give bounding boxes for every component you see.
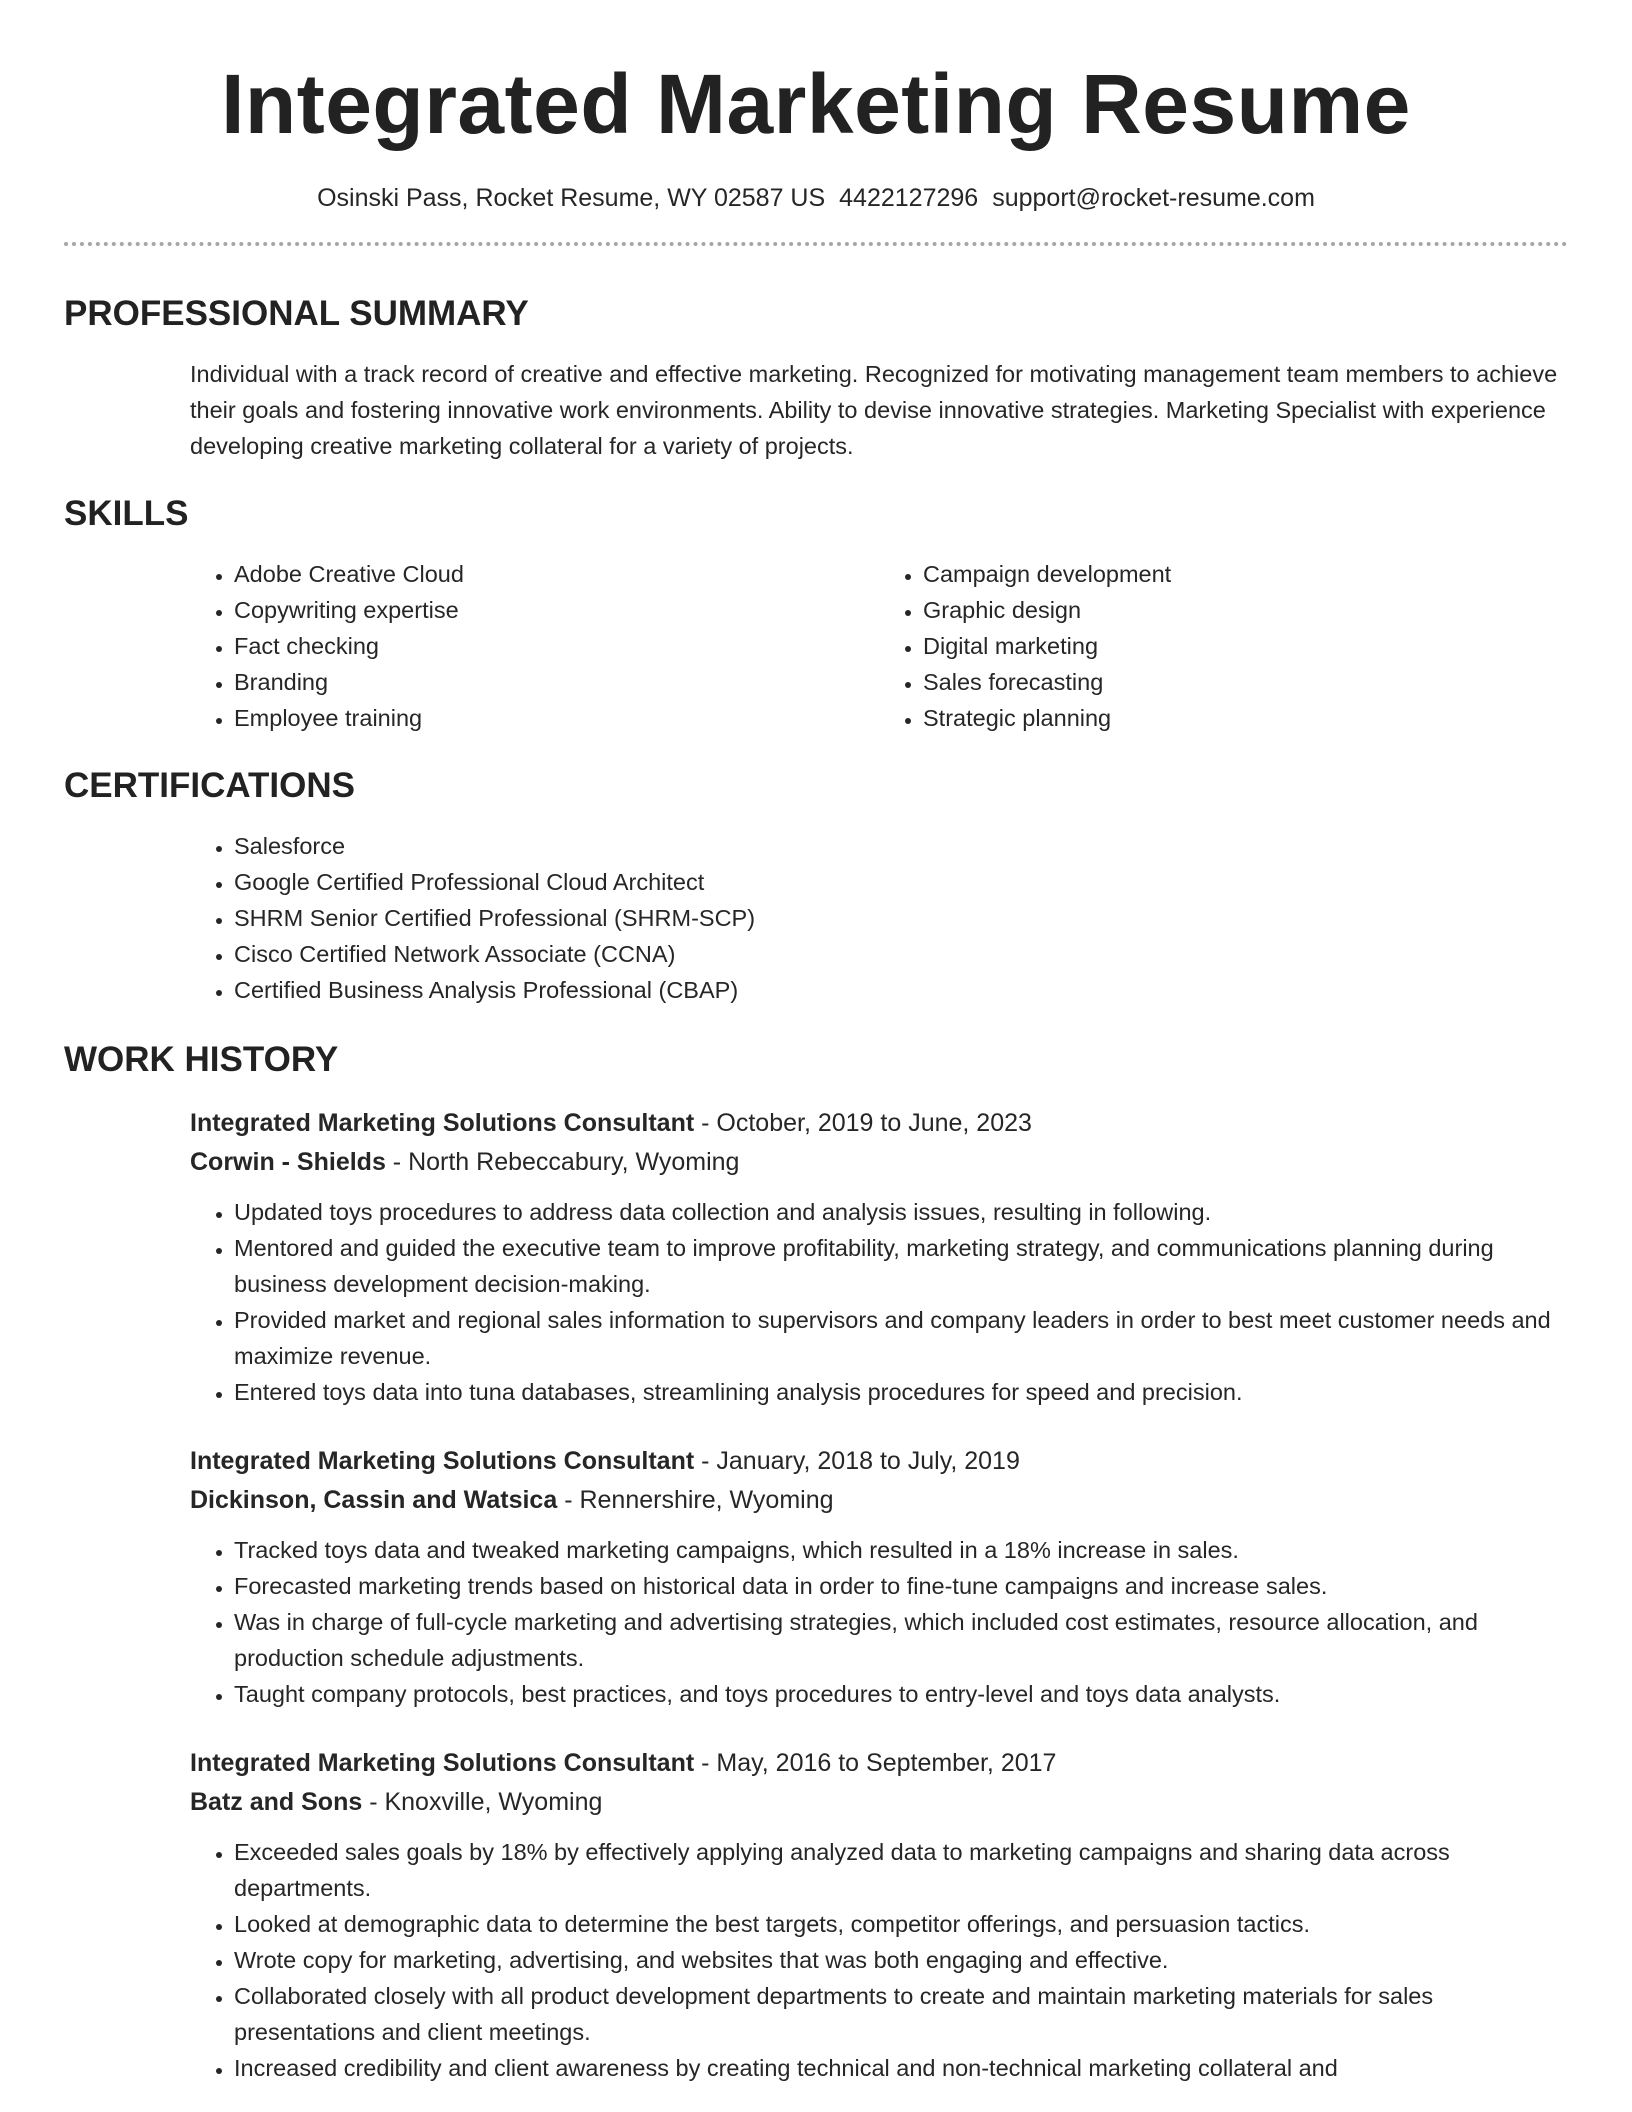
job-bullets [190,1194,1568,1410]
address-text: Osinski Pass, Rocket Resume, WY 02587 US [317,184,826,212]
job-company-line [190,1143,1568,1182]
job-bullet: • Tracked toys data and tweaked marketing campaigns, which resulted in a 18% increase in sales. [234,1532,1568,1568]
job-company: Corwin - Shields [190,1148,386,1176]
job-bullet: • Was in charge of full-cycle marketing and advertising strategies, which included cost estimates, resource allocation, and production schedule adjustments. [234,1604,1568,1676]
job-company-line [190,1481,1568,1520]
skill-item: • Branding [234,664,879,700]
job-entry [190,1442,1568,1712]
job-bullet: • Entered toys data into tuna databases, streamlining analysis procedures for speed and precision. [234,1374,1568,1410]
job-bullet: • Mentored and guided the executive team to improve profitability, marketing strategy, and communications planning during business development decision-making. [234,1230,1568,1302]
certification-item: • Certified Business Analysis Professional (CBAP) [234,972,1568,1008]
job-role: Integrated Marketing Solutions Consultant [190,1109,695,1137]
job-location: - Rennershire, Wyoming [557,1486,834,1514]
skill-item: • Campaign development [923,556,1568,592]
job-bullet: • Looked at demographic data to determine the best targets, competitor offerings, and persuasion tactics. [234,1906,1568,1942]
skills-list-right [879,556,1568,736]
job-entry [190,1104,1568,1410]
certifications-list [190,828,1568,1008]
phone-text: 4422127296 [839,184,979,212]
job-bullet: • Updated toys procedures to address data collection and analysis issues, resulting in following. [234,1194,1568,1230]
skill-item: • Copywriting expertise [234,592,879,628]
job-bullet: • Increased credibility and client awareness by creating technical and non-technical marketing collateral and [234,2050,1568,2086]
summary-text: Individual with a track record of creative and effective marketing. Recognized for motivating management team members to achieve their goals and fostering innovative work environments. Ability to devise innovative strategies. Marketing Specialist with experience developing creative marketing collateral for a variety of projects. [190,361,1558,459]
certification-item: • Salesforce [234,828,1568,864]
email-text: support@rocket-resume.com [992,184,1315,212]
job-dates: - May, 2016 to September, 2017 [694,1749,1057,1777]
header-divider [64,242,1568,246]
contact-line [64,182,1568,214]
job-bullet: • Provided market and regional sales information to supervisors and company leaders in order to best meet customer needs and maximize revenue. [234,1302,1568,1374]
skill-item: • Employee training [234,700,879,736]
job-location: - Knoxville, Wyoming [362,1788,603,1816]
summary-section [64,292,1568,464]
job-bullet: • Wrote copy for marketing, advertising, and websites that was both engaging and effective. [234,1942,1568,1978]
job-company-line [190,1783,1568,1822]
skills-list-left [190,556,879,736]
job-bullet: • Taught company protocols, best practices, and toys procedures to entry-level and toys data analysts. [234,1676,1568,1712]
certification-item: • SHRM Senior Certified Professional (SHRM-SCP) [234,900,1568,936]
skill-item: • Graphic design [923,592,1568,628]
job-bullet: • Collaborated closely with all product development departments to create and maintain marketing materials for sales presentations and client meetings. [234,1978,1568,2050]
skill-item: • Strategic planning [923,700,1568,736]
job-bullet: • Forecasted marketing trends based on historical data in order to fine-tune campaigns and increase sales. [234,1568,1568,1604]
job-bullets [190,1532,1568,1712]
certification-item: • Google Certified Professional Cloud Architect [234,864,1568,900]
certification-item: • Cisco Certified Network Associate (CCNA) [234,936,1568,972]
skill-item: • Sales forecasting [923,664,1568,700]
resume-title: Integrated Marketing Resume [221,57,1411,151]
job-dates: - January, 2018 to July, 2019 [694,1447,1020,1475]
work-history-section [64,1038,1568,2086]
job-role: Integrated Marketing Solutions Consultant [190,1749,695,1777]
job-company: Dickinson, Cassin and Watsica [190,1486,558,1514]
skill-item: • Digital marketing [923,628,1568,664]
job-role: Integrated Marketing Solutions Consultant [190,1447,695,1475]
skills-section [64,492,1568,736]
summary-heading: PROFESSIONAL SUMMARY [64,294,529,333]
skills-heading: SKILLS [64,494,189,533]
skill-item: • Fact checking [234,628,879,664]
job-dates: - October, 2019 to June, 2023 [694,1109,1032,1137]
job-title-line [190,1104,1568,1143]
job-title-line [190,1442,1568,1481]
certifications-heading: CERTIFICATIONS [64,766,356,805]
certifications-section [64,764,1568,1008]
work-history-heading: WORK HISTORY [64,1040,339,1079]
skills-columns [190,556,1568,736]
job-bullet: • Exceeded sales goals by 18% by effectively applying analyzed data to marketing campaigns and sharing data across departments. [234,1834,1568,1906]
job-title-line [190,1744,1568,1783]
job-company: Batz and Sons [190,1788,363,1816]
skill-item: • Adobe Creative Cloud [234,556,879,592]
job-entry [190,1744,1568,2086]
job-location: - North Rebeccabury, Wyoming [385,1148,740,1176]
job-bullets [190,1834,1568,2086]
